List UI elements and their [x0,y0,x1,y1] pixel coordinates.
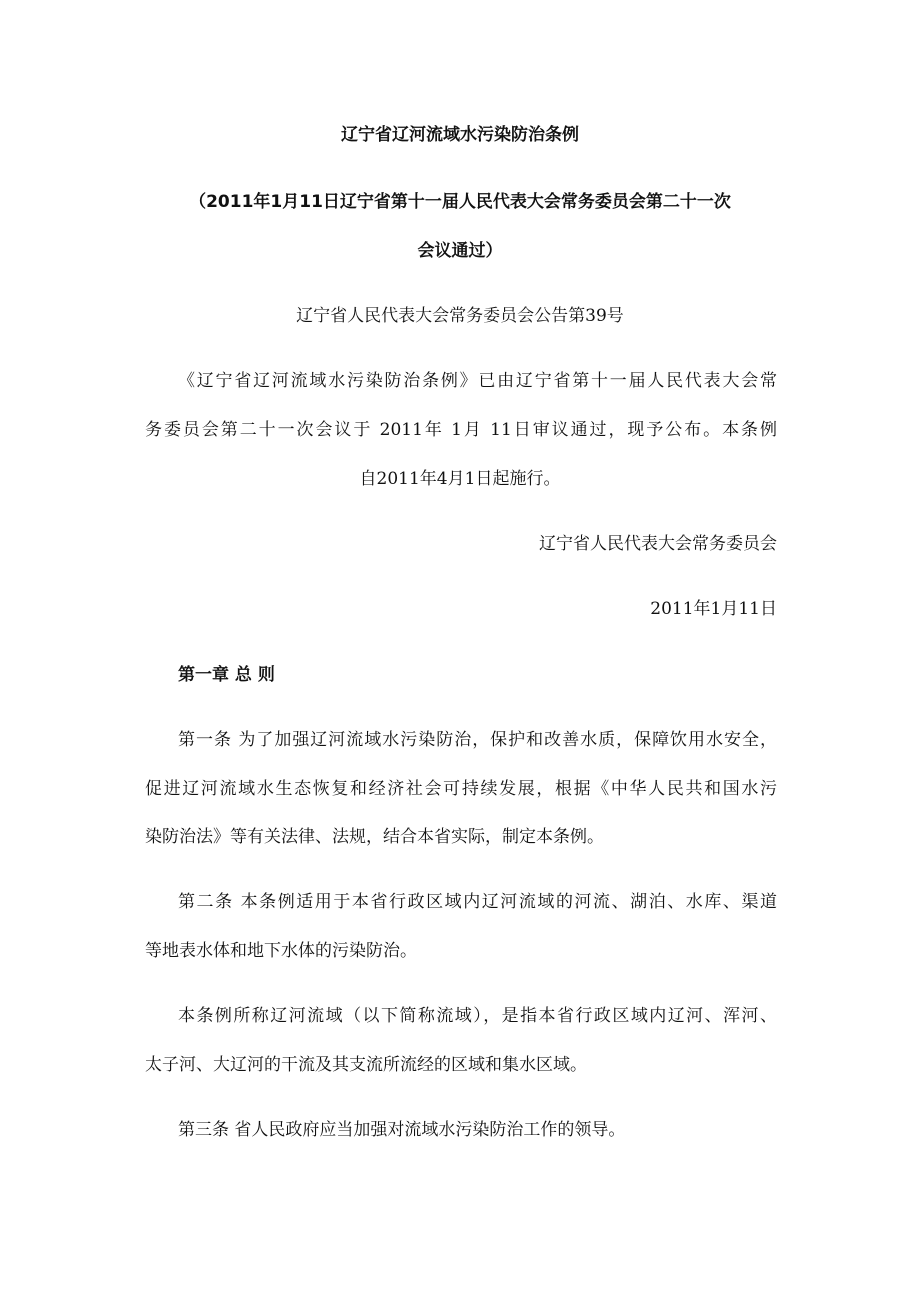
article-2-line-2: 等地表水体和地下水体的污染防治。 [145,941,417,961]
document-subtitle-line-2: 会议通过） [417,241,503,261]
document-title: 辽宁省辽河流域水污染防治条例 [341,125,579,145]
article-2-para-2-line-2: 太子河、大辽河的干流及其支流所流经的区域和集水区域。 [145,1055,587,1075]
signature-line: 辽宁省人民代表大会常务委员会 [539,534,777,554]
article-2-para-2-line-1: 本条例所称辽河流域（以下简称流域），是指本省行政区域内辽河、浑河、 [178,1006,777,1026]
date-line: 2011年1月11日 [650,599,777,619]
intro-line-2: 务委员会第二十一次会议于 2011年 1月 11日审议通过，现予公布。本条例 [145,420,777,440]
article-2-line-1: 第二条 本条例适用于本省行政区域内辽河流域的河流、湖泊、水库、渠道 [178,892,777,912]
article-3-line-1: 第三条 省人民政府应当加强对流域水污染防治工作的领导。 [178,1120,626,1140]
article-1-line-3: 染防治法》等有关法律、法规，结合本省实际，制定本条例。 [145,827,604,847]
announcement-number: 辽宁省人民代表大会常务委员会公告第39号 [296,306,624,326]
intro-line-3: 自2011年4月1日起施行。 [359,469,561,489]
document-subtitle-line-1: （2011年1月11日辽宁省第十一届人民代表大会常务委员会第二十一次 [189,192,731,212]
intro-line-1: 《辽宁省辽河流域水污染防治条例》已由辽宁省第十一届人民代表大会常 [178,371,777,391]
article-1-line-1: 第一条 为了加强辽河流域水污染防治，保护和改善水质，保障饮用水安全， [178,730,777,750]
chapter-heading: 第一章 总 则 [178,665,275,685]
article-1-line-2: 促进辽河流域水生态恢复和经济社会可持续发展，根据《中华人民共和国水污 [145,779,777,799]
